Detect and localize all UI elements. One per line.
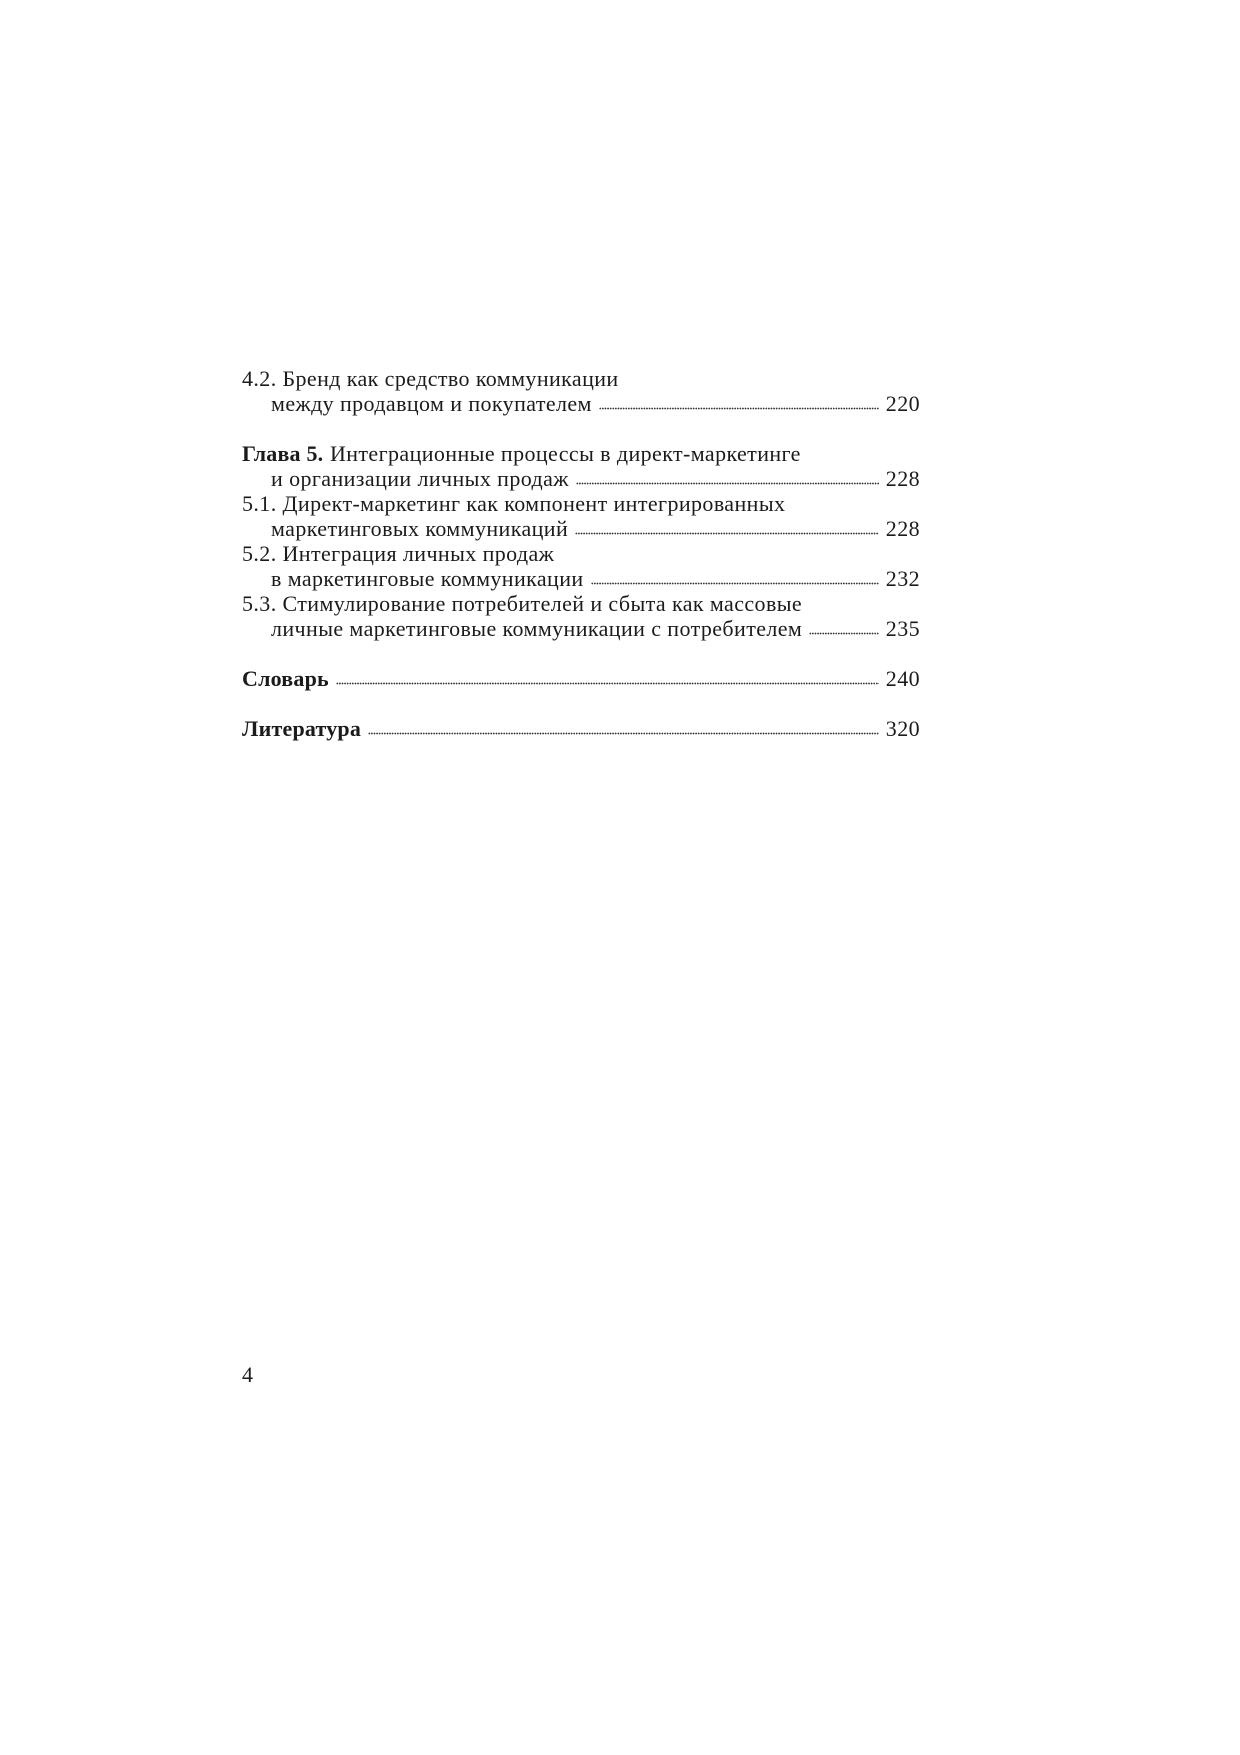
toc-line	[242, 716, 920, 741]
chapter-label: Глава 5.	[242, 441, 324, 466]
toc-page-number: 235	[885, 616, 920, 641]
page-folio: 4	[242, 1362, 253, 1387]
toc-entry-title	[242, 441, 801, 466]
dot-leader	[336, 682, 879, 685]
toc-page-number: 320	[885, 716, 920, 741]
toc-entry-title: между продавцом и покупателем	[271, 391, 592, 416]
toc-entry-section-4-2	[242, 366, 920, 416]
dot-leader	[576, 482, 879, 485]
toc-entry-title: 5.2. Интеграция личных продаж	[242, 541, 555, 566]
toc-line	[242, 491, 920, 516]
toc-entry-title: Литература	[242, 716, 362, 741]
dot-leader	[599, 407, 879, 410]
toc-line	[242, 441, 920, 466]
toc-entry-title: личные маркетинговые коммуникации с потребителем	[271, 616, 803, 641]
toc-entry-title: маркетинговых коммуникаций	[271, 516, 569, 541]
toc-page-number: 220	[885, 391, 920, 416]
toc-line	[242, 541, 920, 566]
toc-entry-glossary	[242, 666, 920, 691]
table-of-contents	[242, 366, 920, 741]
dot-leader	[368, 732, 879, 735]
toc-entry-title: 5.1. Директ-маркетинг как компонент интегрированных	[242, 491, 786, 516]
toc-entry-references	[242, 716, 920, 741]
toc-page-number: 232	[885, 566, 920, 591]
toc-line	[242, 466, 920, 491]
toc-line	[242, 566, 920, 591]
toc-entry-chapter-5	[242, 441, 920, 641]
toc-page-number: 228	[885, 466, 920, 491]
toc-entry-title: в маркетинговые коммуникации	[271, 566, 584, 591]
toc-line	[242, 516, 920, 541]
toc-entry-title: 4.2. Бренд как средство коммуникации	[242, 366, 619, 391]
toc-entry-title: и организации личных продаж	[271, 466, 569, 491]
toc-page-number: 240	[885, 666, 920, 691]
chapter-title: Интеграционные процессы в директ-маркетинге	[329, 441, 801, 466]
toc-line	[242, 616, 920, 641]
toc-entry-title: 5.3. Стимулирование потребителей и сбыта как массовые	[242, 591, 803, 616]
dot-leader	[575, 532, 879, 535]
toc-entry-title: Словарь	[242, 666, 329, 691]
toc-line	[242, 666, 920, 691]
toc-page-number: 228	[885, 516, 920, 541]
dot-leader	[591, 582, 879, 585]
toc-line	[242, 366, 920, 391]
dot-leader	[809, 632, 879, 635]
toc-line	[242, 391, 920, 416]
toc-line	[242, 591, 920, 616]
